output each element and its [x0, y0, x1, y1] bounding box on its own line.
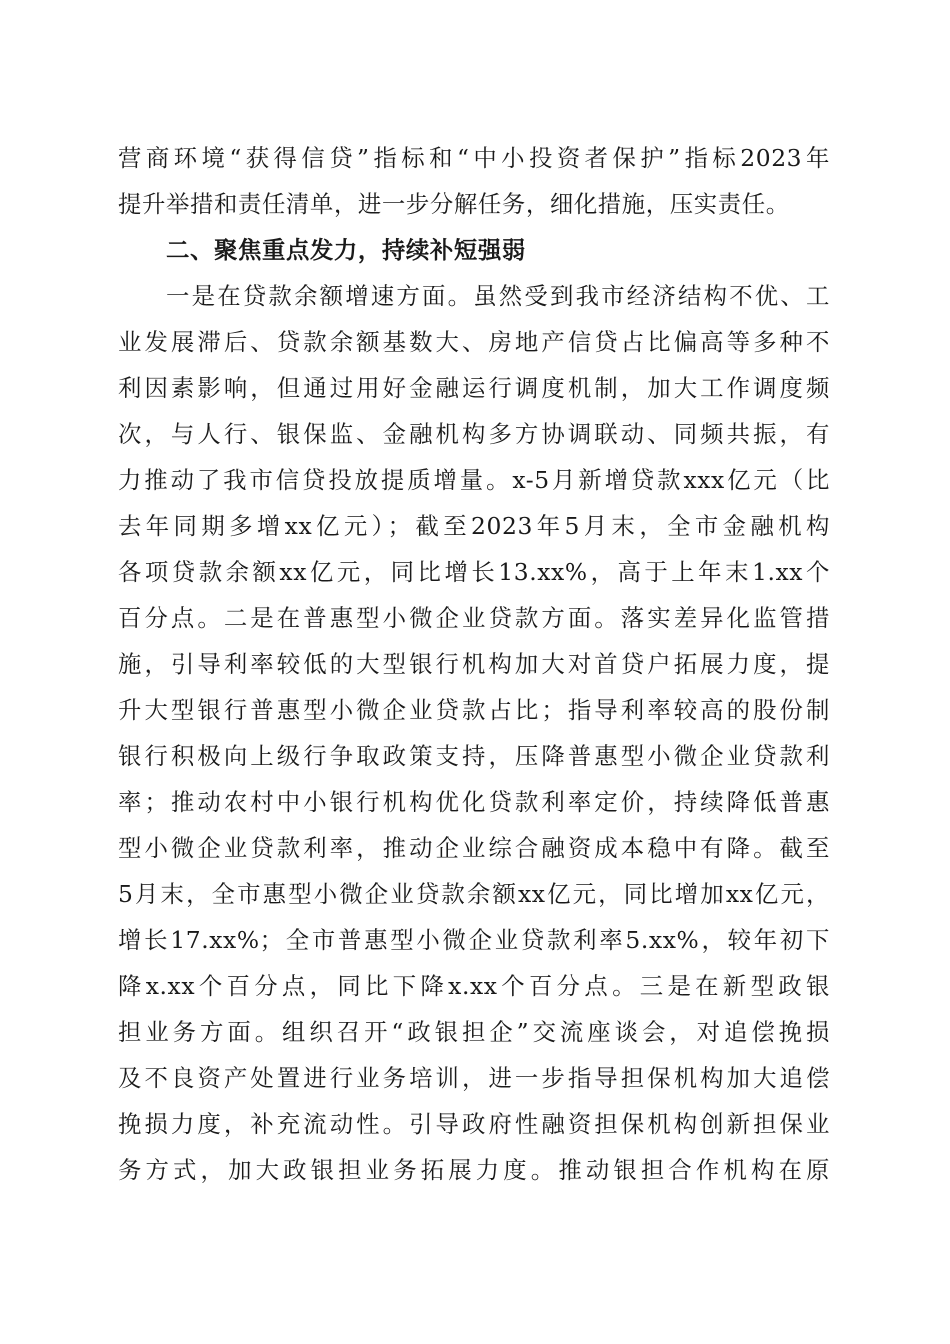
body-text: [118, 135, 830, 1193]
text-line: 5月末，全市惠型小微企业贷款余额xx亿元，同比增加xx亿元，: [118, 880, 830, 908]
text-line: 营商环境“获得信贷”指标和“中小投资者保护”指标2023年: [118, 144, 830, 172]
text-line: 去年同期多增xx亿元）；截至2023年5月末，全市金融机构: [118, 512, 830, 540]
text-line: 及不良资产处置进行业务培训，进一步指导担保机构加大追偿: [118, 1064, 830, 1092]
text-line: 降x.xx个百分点，同比下降x.xx个百分点。三是在新型政银: [118, 972, 830, 1000]
text-line: 银行积极向上级行争取政策支持，压降普惠型小微企业贷款利: [118, 742, 830, 770]
text-line: 业发展滞后、贷款余额基数大、房地产信贷占比偏高等多种不: [118, 328, 830, 356]
text-line: 型小微企业贷款利率，推动企业综合融资成本稳中有降。截至: [118, 834, 830, 862]
text-line: 担业务方面。组织召开“政银担企”交流座谈会，对追偿挽损: [118, 1018, 830, 1046]
text-line: 利因素影响，但通过用好金融运行调度机制，加大工作调度频: [118, 374, 830, 402]
text-line: 务方式，加大政银担业务拓展力度。推动银担合作机构在原: [118, 1156, 830, 1184]
text-line: 施，引导利率较低的大型银行机构加大对首贷户拓展力度，提: [118, 650, 830, 678]
text-line: 百分点。二是在普惠型小微企业贷款方面。落实差异化监管措: [118, 604, 830, 632]
text-line: 力推动了我市信贷投放提质增量。x-5月新增贷款xxx亿元（比: [118, 466, 830, 494]
text-line: 挽损力度，补充流动性。引导政府性融资担保机构创新担保业: [118, 1110, 830, 1138]
text-line: 升大型银行普惠型小微企业贷款占比；指导利率较高的股份制: [118, 696, 830, 724]
text-line: 次，与人行、银保监、金融机构多方协调联动、同频共振，有: [118, 420, 830, 448]
text-line: 提升举措和责任清单，进一步分解任务，细化措施，压实责任。: [118, 190, 790, 218]
section-heading: 二、聚焦重点发力，持续补短强弱: [166, 236, 526, 264]
text-line: 一是在贷款余额增速方面。虽然受到我市经济结构不优、工: [166, 282, 830, 310]
text-line: 率；推动农村中小银行机构优化贷款利率定价，持续降低普惠: [118, 788, 830, 816]
text-line: 增长17.xx%；全市普惠型小微企业贷款利率5.xx%，较年初下: [118, 926, 830, 954]
text-line: 各项贷款余额xx亿元，同比增长13.xx%，高于上年末1.xx个: [118, 558, 830, 586]
